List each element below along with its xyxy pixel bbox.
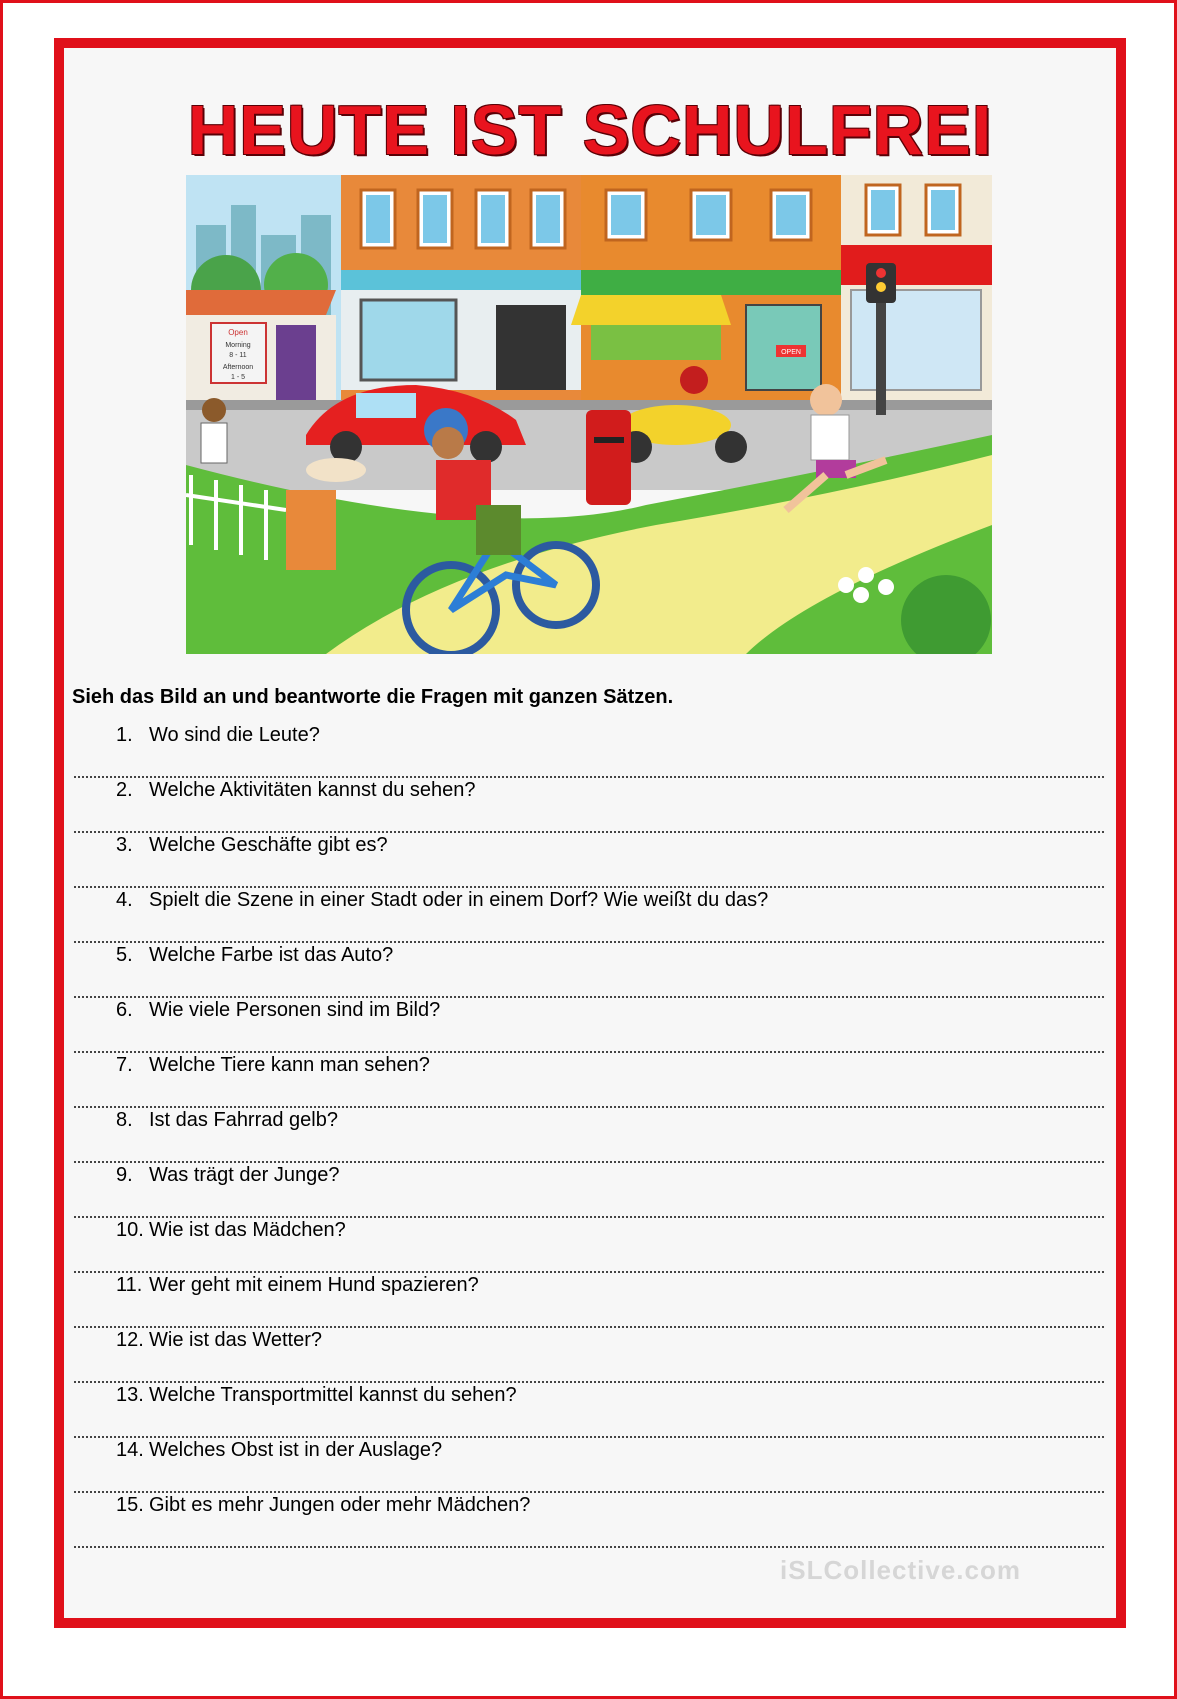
worksheet (54, 38, 1126, 1628)
watermark: iSLCollective.com (780, 1555, 1021, 1585)
question-5: 5. Welche Farbe ist das Auto? (116, 944, 394, 966)
answer-line-7[interactable] (74, 1106, 1104, 1108)
question-10: 10. Wie ist das Mädchen? (116, 1219, 346, 1241)
shop-sign-open: Open (228, 328, 248, 337)
answer-line-9[interactable] (74, 1216, 1104, 1218)
answer-line-12[interactable] (74, 1381, 1104, 1383)
shop-sign-afternoon: Afternoon (222, 364, 254, 371)
worksheet-title: HEUTE IST SCHULFREI (187, 91, 993, 169)
answer-line-5[interactable] (74, 996, 1104, 998)
question-15: 15. Gibt es mehr Jungen oder mehr Mädchen? (116, 1494, 531, 1516)
question-6: 6. Wie viele Personen sind im Bild? (116, 999, 441, 1021)
question-8: 8. Ist das Fahrrad gelb? (116, 1109, 338, 1131)
question-7: 7. Welche Tiere kann man sehen? (116, 1054, 430, 1076)
question-14: 14. Welches Obst ist in der Auslage? (116, 1439, 443, 1461)
question-11: 11. Wer geht mit einem Hund spazieren? (116, 1274, 479, 1296)
answer-line-1[interactable] (74, 776, 1104, 778)
shop-sign-afternoon-hours: 1 - 5 (230, 374, 246, 381)
answer-line-6[interactable] (74, 1051, 1104, 1053)
question-3: 3. Welche Geschäfte gibt es? (116, 834, 388, 856)
answer-line-4[interactable] (74, 941, 1104, 943)
question-list (64, 48, 1116, 1618)
question-12: 12. Wie ist das Wetter? (116, 1329, 323, 1351)
instruction-text: Sieh das Bild an und beantworte die Fragen mit ganzen Sätzen. (72, 686, 674, 708)
shop-sign-morning-hours: 8 - 11 (229, 352, 247, 359)
question-1: 1. Wo sind die Leute? (116, 724, 320, 746)
question-2: 2. Welche Aktivitäten kannst du sehen? (116, 779, 476, 801)
answer-line-14[interactable] (74, 1491, 1104, 1493)
answer-line-11[interactable] (74, 1326, 1104, 1328)
shop-sign-morning: Morning (225, 342, 251, 349)
door-sign-open: OPEN (781, 349, 801, 356)
question-4: 4. Spielt die Szene in einer Stadt oder in einem Dorf? Wie weißt du das? (116, 889, 769, 911)
answer-line-10[interactable] (74, 1271, 1104, 1273)
question-9: 9. Was trägt der Junge? (116, 1164, 340, 1186)
answer-line-13[interactable] (74, 1436, 1104, 1438)
answer-line-2[interactable] (74, 831, 1104, 833)
answer-line-8[interactable] (74, 1161, 1104, 1163)
answer-line-3[interactable] (74, 886, 1104, 888)
question-13: 13. Welche Transportmittel kannst du sehen? (116, 1384, 517, 1406)
answer-line-15[interactable] (74, 1546, 1104, 1548)
